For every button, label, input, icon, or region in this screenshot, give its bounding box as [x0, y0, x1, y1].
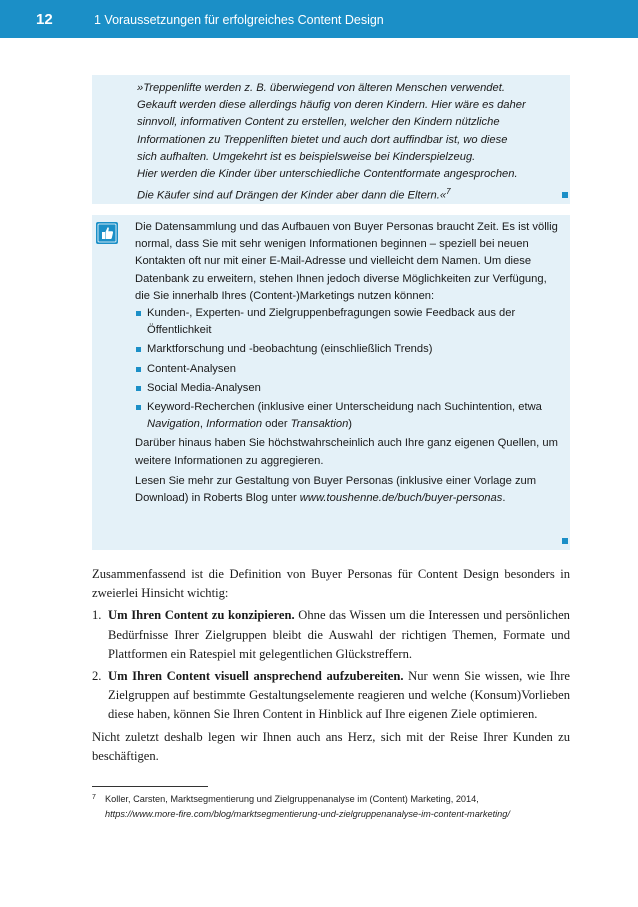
list-item — [92, 667, 570, 725]
list-item — [135, 399, 560, 433]
footnote-text: Koller, Carsten, Marktsegmentierung und Zielgruppenanalyse im (Content) Marketing, 2014, — [105, 794, 479, 804]
bullet-icon — [136, 367, 141, 372]
item-text: Ohne das Wissen um die Interessen und persönlichen Bedürfnisse Ihrer Zielgruppen bleibt die Auswahl der richtigen Themen, Formate und Plattformen ein Ratespiel mit gelegentlichen Glückstreffern. — [108, 608, 570, 661]
quote-last-line: Die Käufer sind auf Drängen der Kinder aber dann die Eltern.« — [137, 189, 447, 202]
quote-line: Gekauft werden diese allerdings häufig von deren Kindern. Hier wäre es daher — [137, 99, 526, 112]
quote-box — [92, 75, 570, 204]
item-text: Nur wenn Sie wissen, wie Ihre Zielgruppen auf bestimmte Gestaltungselemente reagieren und welche (Konsum)Vorlieben diese haben, können Sie Ihren Content in Hinblick auf Ihre eigenen Ziele optimieren. — [108, 669, 570, 722]
item-number: 1. — [92, 608, 102, 623]
closing-paragraph: Nicht zuletzt deshalb legen wir Ihnen auch ans Herz, sich mit der Reise Ihrer Kunden zu beschäftigen. — [92, 729, 570, 763]
tip-box — [92, 215, 570, 550]
tip-list — [135, 305, 560, 433]
footnote-divider — [92, 786, 208, 787]
page-header — [0, 0, 638, 38]
item-heading: Um Ihren Content visuell ansprechend aufzubereiten. — [108, 669, 404, 684]
summary-intro: Zusammenfassend ist die Definition von Buyer Personas für Content Design besonders in zweierlei Hinsicht wichtig: — [92, 567, 570, 601]
list-item — [135, 341, 560, 358]
blog-link[interactable]: www.toushenne.de/buch/buyer-personas — [299, 492, 503, 505]
footnote-ref[interactable]: 7 — [446, 187, 451, 197]
bullet-icon — [136, 347, 141, 352]
term-navigation: Navigation — [147, 418, 200, 431]
main-body — [92, 565, 570, 766]
quote-line: »Treppenlifte werden z. B. überwiegend von älteren Menschen verwendet. — [137, 82, 505, 94]
term-separator: , — [199, 418, 207, 431]
page-number: 12 — [36, 11, 53, 28]
quote-text — [137, 80, 552, 205]
quote-line: Informationen zu Treppenliften bietet und auch dort auffindbar ist, wo diese — [137, 133, 508, 146]
bullet-icon — [136, 405, 141, 410]
box-corner-marker — [562, 192, 568, 198]
list-item-text: Social Media-Analysen — [147, 381, 261, 394]
item-heading: Um Ihren Content zu konzipieren. — [108, 608, 295, 623]
list-item — [135, 380, 560, 397]
tip-para-link — [135, 473, 560, 507]
footnote-mark: 7 — [92, 794, 96, 801]
bullet-icon — [136, 311, 141, 316]
keyword-prefix: Keyword-Recherchen (inklusive einer Unterscheidung nach Suchintention, etwa — [147, 401, 542, 414]
tip-link-lead: Lesen Sie mehr zur Gestaltung von Buyer Personas (inklusive einer Vorlage zum Download) in Roberts Blog unter — [135, 474, 537, 505]
tip-intro: Die Datensammlung und das Aufbauen von Buyer Personas braucht Zeit. Es ist völlig normal, dass Sie mit sehr wenigen Informationen beginnen – speziell bei neuen Kontakten oft nur mit einer E-Mail-Adresse und vielleicht dem Namen. Um diese Datenbank zu erweitern, stehen Ihnen jedoch diverse Möglichkeiten zur Verfügung, die Sie innerhalb Ihres (Content-)Marketings nutzen können: — [135, 221, 558, 302]
quote-line: Hier werden die Kinder über unterschiedliche Contentformate angesprochen. — [137, 168, 518, 181]
list-item-text: Marktforschung und -beobachtung (einschließlich Trends) — [147, 343, 433, 356]
bullet-icon — [136, 386, 141, 391]
list-item — [135, 305, 560, 339]
list-item-text: Kunden-, Experten- und Zielgruppenbefragungen sowie Feedback aus der Öffentlichkeit — [147, 307, 516, 337]
chapter-title: 1 Voraussetzungen für erfolgreiches Content Design — [94, 13, 384, 27]
footnote — [92, 792, 570, 822]
term-transaktion: Transaktion — [290, 418, 349, 431]
list-item-text: Content-Analysen — [147, 362, 236, 375]
list-item — [135, 361, 560, 378]
item-number: 2. — [92, 669, 102, 684]
term-or: oder — [262, 418, 291, 431]
list-item — [92, 606, 570, 664]
keyword-suffix: ) — [348, 418, 353, 431]
tip-link-end: . — [502, 492, 506, 505]
term-information: Information — [206, 418, 263, 431]
footnote-url[interactable]: https://www.more-fire.com/blog/marktsegmentierung-und-zielgruppenanalyse-im-content-marketing/ — [105, 809, 510, 819]
summary-list — [92, 606, 570, 724]
thumbs-up-icon — [96, 222, 118, 244]
tip-text — [135, 219, 560, 507]
box-corner-marker — [562, 538, 568, 544]
quote-line: sinnvoll, informativen Content zu erstellen, welcher den Kindern nützliche — [137, 116, 500, 129]
quote-line — [137, 183, 552, 205]
quote-line: sich aufhalten. Umgekehrt ist es beispielsweise bei Kinderspielzeug. — [137, 150, 476, 163]
tip-para-sources: Darüber hinaus haben Sie höchstwahrscheinlich auch Ihre ganz eigenen Quellen, um weitere Informationen zu aggregieren. — [135, 437, 558, 467]
